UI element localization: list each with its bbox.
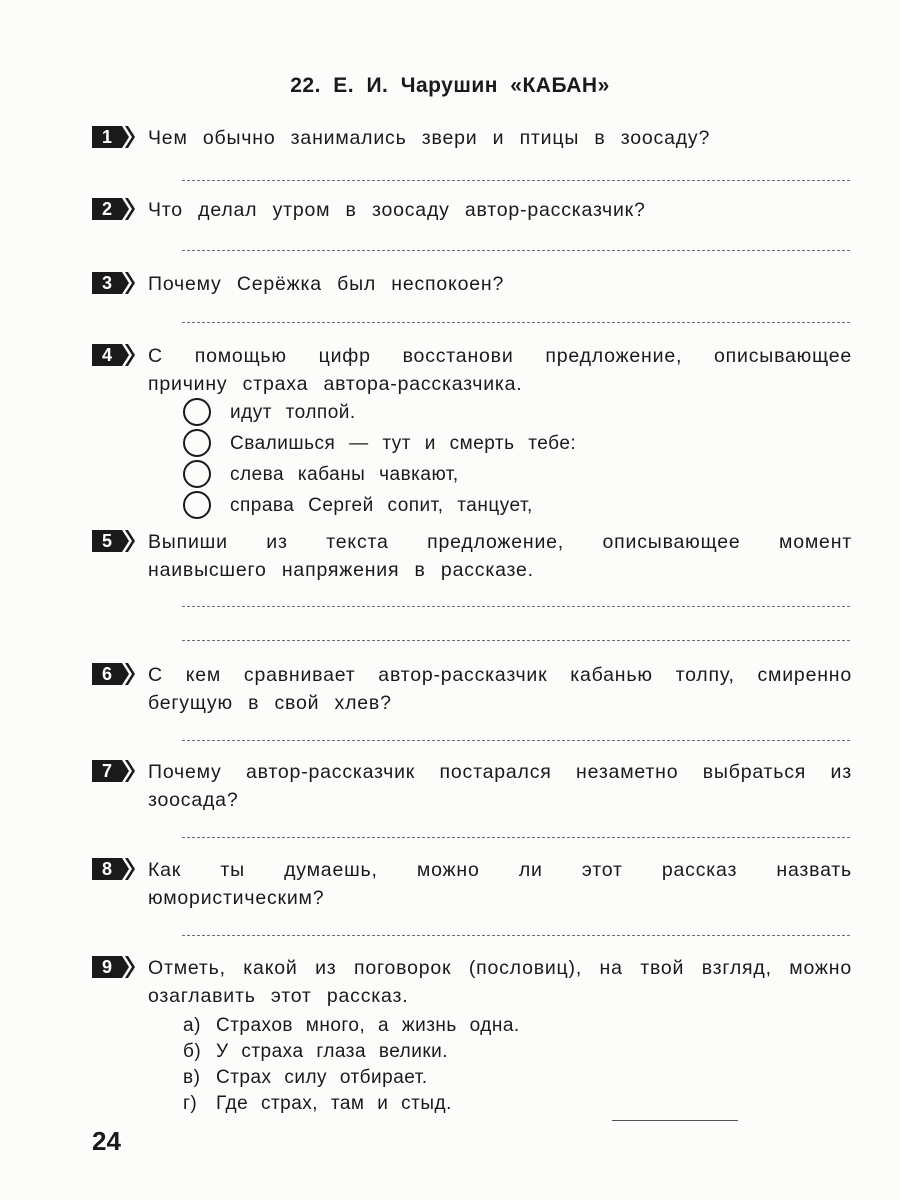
question-1 [92,124,852,152]
proverb-option[interactable]: б) У страха глаза велики. [183,1041,449,1062]
answer-line[interactable] [182,837,850,838]
question-text: С кем сравнивает автор-рассказчик кабанью толпу, смиренно бегущую в свой хлев? [148,664,852,714]
question-8 [92,856,852,912]
question-7 [92,758,852,814]
answer-line[interactable] [182,322,850,323]
question-text: Чем обычно занимались звери и птицы в зоосаду? [148,127,711,149]
answer-line[interactable] [182,640,850,641]
page-number: 24 [92,1126,121,1156]
question-5 [92,528,852,584]
question-text: Отметь, какой из поговорок (пословиц), на твой взгляд, можно озаглавить этот рассказ. [148,957,852,1007]
ordering-option: Свалишься — тут и смерть тебе: [183,433,576,455]
answer-line[interactable] [182,250,850,251]
question-number-badge: 3 [92,272,136,294]
question-number-badge: 8 [92,858,136,880]
proverb-option[interactable]: в) Страх силу отбирает. [183,1067,428,1088]
question-number-badge: 6 [92,663,136,685]
answer-line[interactable] [182,606,850,607]
question-2 [92,196,852,224]
question-6 [92,661,852,717]
question-text: Почему Серёжка был неспокоен? [148,273,505,295]
ordering-option: справа Сергей сопит, танцует, [183,495,533,517]
question-text: Что делал утром в зоосаду автор-рассказчик? [148,199,646,221]
question-3 [92,270,852,298]
answer-circle[interactable] [183,398,211,426]
proverb-option[interactable]: а) Страхов много, а жизнь одна. [183,1015,520,1036]
question-9 [92,954,852,1010]
question-number-badge: 7 [92,760,136,782]
question-number-badge: 9 [92,956,136,978]
question-number-badge: 5 [92,530,136,552]
question-text: С помощью цифр восстанови предложение, описывающее причину страха автора-рассказчика. [148,345,852,395]
answer-circle[interactable] [183,491,211,519]
question-number-badge: 4 [92,344,136,366]
question-number-badge: 2 [92,198,136,220]
answer-circle[interactable] [183,460,211,488]
question-text: Почему автор-рассказчик постарался незаметно выбраться из зоосада? [148,761,852,811]
answer-line[interactable] [182,935,850,936]
answer-circle[interactable] [183,429,211,457]
proverb-option[interactable]: г) Где страх, там и стыд. [183,1093,452,1114]
question-4 [92,342,852,398]
question-text: Как ты думаешь, можно ли этот рассказ назвать юмористическим? [148,859,852,909]
ordering-option: идут толпой. [183,402,356,424]
question-text: Выпиши из текста предложение, описывающее момент наивысшего напряжения в рассказе. [148,531,852,581]
question-number-badge: 1 [92,126,136,148]
answer-line[interactable] [182,740,850,741]
ordering-option: слева кабаны чавкают, [183,464,459,486]
answer-line[interactable] [182,180,850,181]
divider [612,1120,738,1121]
page-title: 22. Е. И. Чарушин «КАБАН» [290,74,610,97]
